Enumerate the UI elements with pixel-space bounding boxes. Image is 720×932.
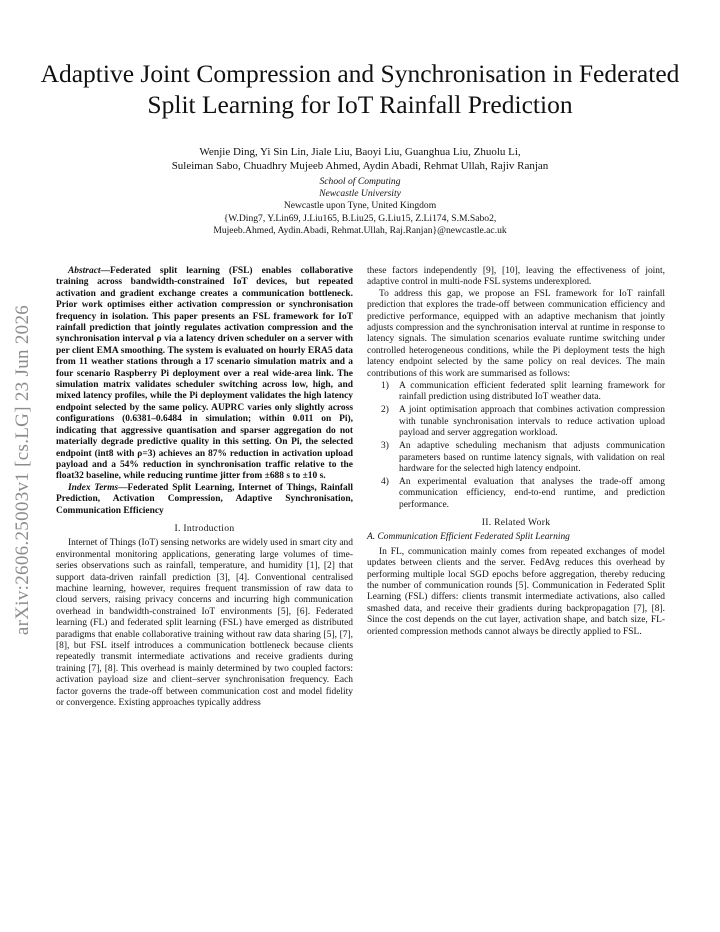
section-heading-related-work: II. Related Work (481, 517, 551, 529)
intro-paragraph-2: To address this gap, we propose an FSL framework for IoT rainfall prediction that explores the trade-off between communication efficiency and predictive performance, equipped with an adaptive mechanism that jointly adjusts compression and the synchronisation interval at runtime in response to latency signals. The simulation scenarios evaluate runtime switching under controlled heterogeneous conditions, while the Pi deployment tests the high latency endpoint selected by the same policy on real devices. The main contributions of this work are summarised as follows: (367, 288, 665, 379)
index-terms (56, 483, 353, 517)
authors-line-1: Wenjie Ding, Yi Sin Lin, Jiale Liu, Baoyi Liu, Guanghua Liu, Zhuolu Li, (199, 146, 521, 158)
affiliation-university: Newcastle University (319, 188, 401, 200)
index-terms-text: —Federated Split Learning, Internet of Things, Rainfall Prediction, Activation Compression, Adaptive Synchronisation, Communication Efficiency (56, 482, 353, 516)
authors-line-2: Suleiman Sabo, Chuadhry Mujeeb Ahmed, Aydin Abadi, Rehmat Ullah, Rajiv Ranjan (171, 160, 549, 172)
right-column (367, 266, 665, 638)
list-item (367, 441, 665, 475)
list-item-number: 3) (381, 441, 389, 452)
list-item (367, 477, 665, 511)
affiliation-emails-2: Mujeeb.Ahmed, Aydin.Abadi, Rehmat.Ullah, Raj.Ranjan}@newcastle.ac.uk (213, 224, 507, 236)
list-item-number: 2) (381, 405, 389, 416)
list-item-number: 4) (381, 476, 389, 487)
list-item-text: A joint optimisation approach that combines activation compression with tunable synchronisation intervals to reduce activation upload payload and server aggregation workload. (399, 405, 665, 439)
affiliation (40, 176, 680, 237)
abstract (56, 266, 353, 483)
affiliation-school: School of Computing (319, 176, 401, 187)
list-item (367, 381, 665, 404)
list-item-text: An adaptive scheduling mechanism that adjusts communication parameters based on runtime latency signals, with validation on real hardware for the selected high latency endpoint. (399, 441, 665, 474)
intro-paragraph-1: Internet of Things (IoT) sensing networks are widely used in smart city and environmental monitoring applications, generating large volumes of time-series observations such as rainfall, temperature, and humidity [1], [2] that support data-driven rainfall prediction [3], [4]. Conventional centralised machine learning, however, requires frequent transmission of raw data to cloud servers, raising privacy concerns and incurring high communication overhead in bandwidth-constrained IoT environments [5], [6]. Federated learning (FL) and federated split learning (FSL) have emerged as distributed paradigms that enable collaborative training without raw data sharing [5], [7], [8], but FSL itself introduces a communication bottleneck because clients repeatedly transmit intermediate activations and receive gradients during training [7], [8]. This overhead is mainly determined by two coupled factors: activation payload size and client–server synchronisation frequency. Each factor governs the trade-off between communication cost and model fidelity or convergence. Existing approaches typically address (56, 538, 353, 709)
arxiv-stamp-text: arXiv:2606.25003v1 [cs.LG] 23 Jun 2026 (12, 304, 33, 636)
intro-paragraph-1-continued: these factors independently [9], [10], leaving the effectiveness of joint, adaptive control in multi-node FSL systems underexplored. (367, 266, 665, 288)
affiliation-emails-1: {W.Ding7, Y.Lin69, J.Liu165, B.Liu25, G.Liu15, Z.Li174, S.M.Sabo2, (223, 212, 497, 224)
subsection-heading: A. Communication Efficient Federated Split Learning (367, 532, 570, 543)
list-item-text: A communication efficient federated split learning framework for rainfall prediction using distributed IoT weather data. (399, 381, 665, 403)
section-heading-introduction: I. Introduction (174, 522, 235, 534)
abstract-text: —Federated split learning (FSL) enables collaborative training across bandwidth-constrained IoT devices, but repeated activation and gradient exchange creates a communication bottleneck. Prior work optimises either activation compression or synchronisation frequency in isolation. This paper presents an FSL framework for IoT rainfall prediction that jointly regulates activation compression and the synchronisation interval ρ via a latency driven scheduler on a server with per client EMA smoothing. The system is evaluated on hourly ERA5 data from 11 weather stations through a 17 scenario simulation matrix and a four scenario Raspberry Pi deployment over a real wide-area link. The simulation matrix validates scheduler switching across low, high, and mixed latency profiles, while the Pi deployment validates the high latency endpoint selected by the same policy. AUPRC varies only slightly across configurations (0.6381–0.6484 in simulation; within 0.011 on Pi), indicating that aggressive quantisation and sparser aggregation do not materially degrade predictive quality in this setting. On Pi, the selected endpoint (int8 with ρ=3) achieves an 87% reduction in activation upload payload and a 54% reduction in synchronisation traffic relative to the float32 baseline, while reducing runtime jitter from ±688 s to ±10 s. (56, 266, 353, 482)
left-column (56, 266, 353, 709)
author-list (40, 145, 680, 173)
list-item-text: An experimental evaluation that analyses the trade-off among communication efficiency, end-to-end runtime, and prediction performance. (399, 476, 665, 510)
contributions-list (367, 381, 665, 511)
index-terms-label: Index Terms (68, 482, 119, 493)
paper-title: Adaptive Joint Compression and Synchronisation in Federated Split Learning for IoT Rainfall Prediction (40, 59, 680, 119)
arxiv-stamp (10, 265, 36, 675)
affiliation-location: Newcastle upon Tyne, United Kingdom (283, 200, 437, 212)
related-work-paragraph-1: In FL, communication mainly comes from repeated exchanges of model updates between clients and the server. FedAvg reduces this overhead by performing multiple local SGD epochs before aggregation, thereby reducing the number of communication rounds [5]. Communication in Federated Split Learning (FSL) differs: clients transmit intermediate activations, also called smashed data, and receive their gradients during backpropagation [7], [8]. Since the cost depends on the cut layer, activation shape, and batch size, FL-oriented compression methods cannot always be directly applied to FSL. (367, 546, 665, 637)
list-item-number: 1) (381, 381, 389, 392)
list-item (367, 405, 665, 439)
abstract-label: Abstract (68, 266, 101, 276)
